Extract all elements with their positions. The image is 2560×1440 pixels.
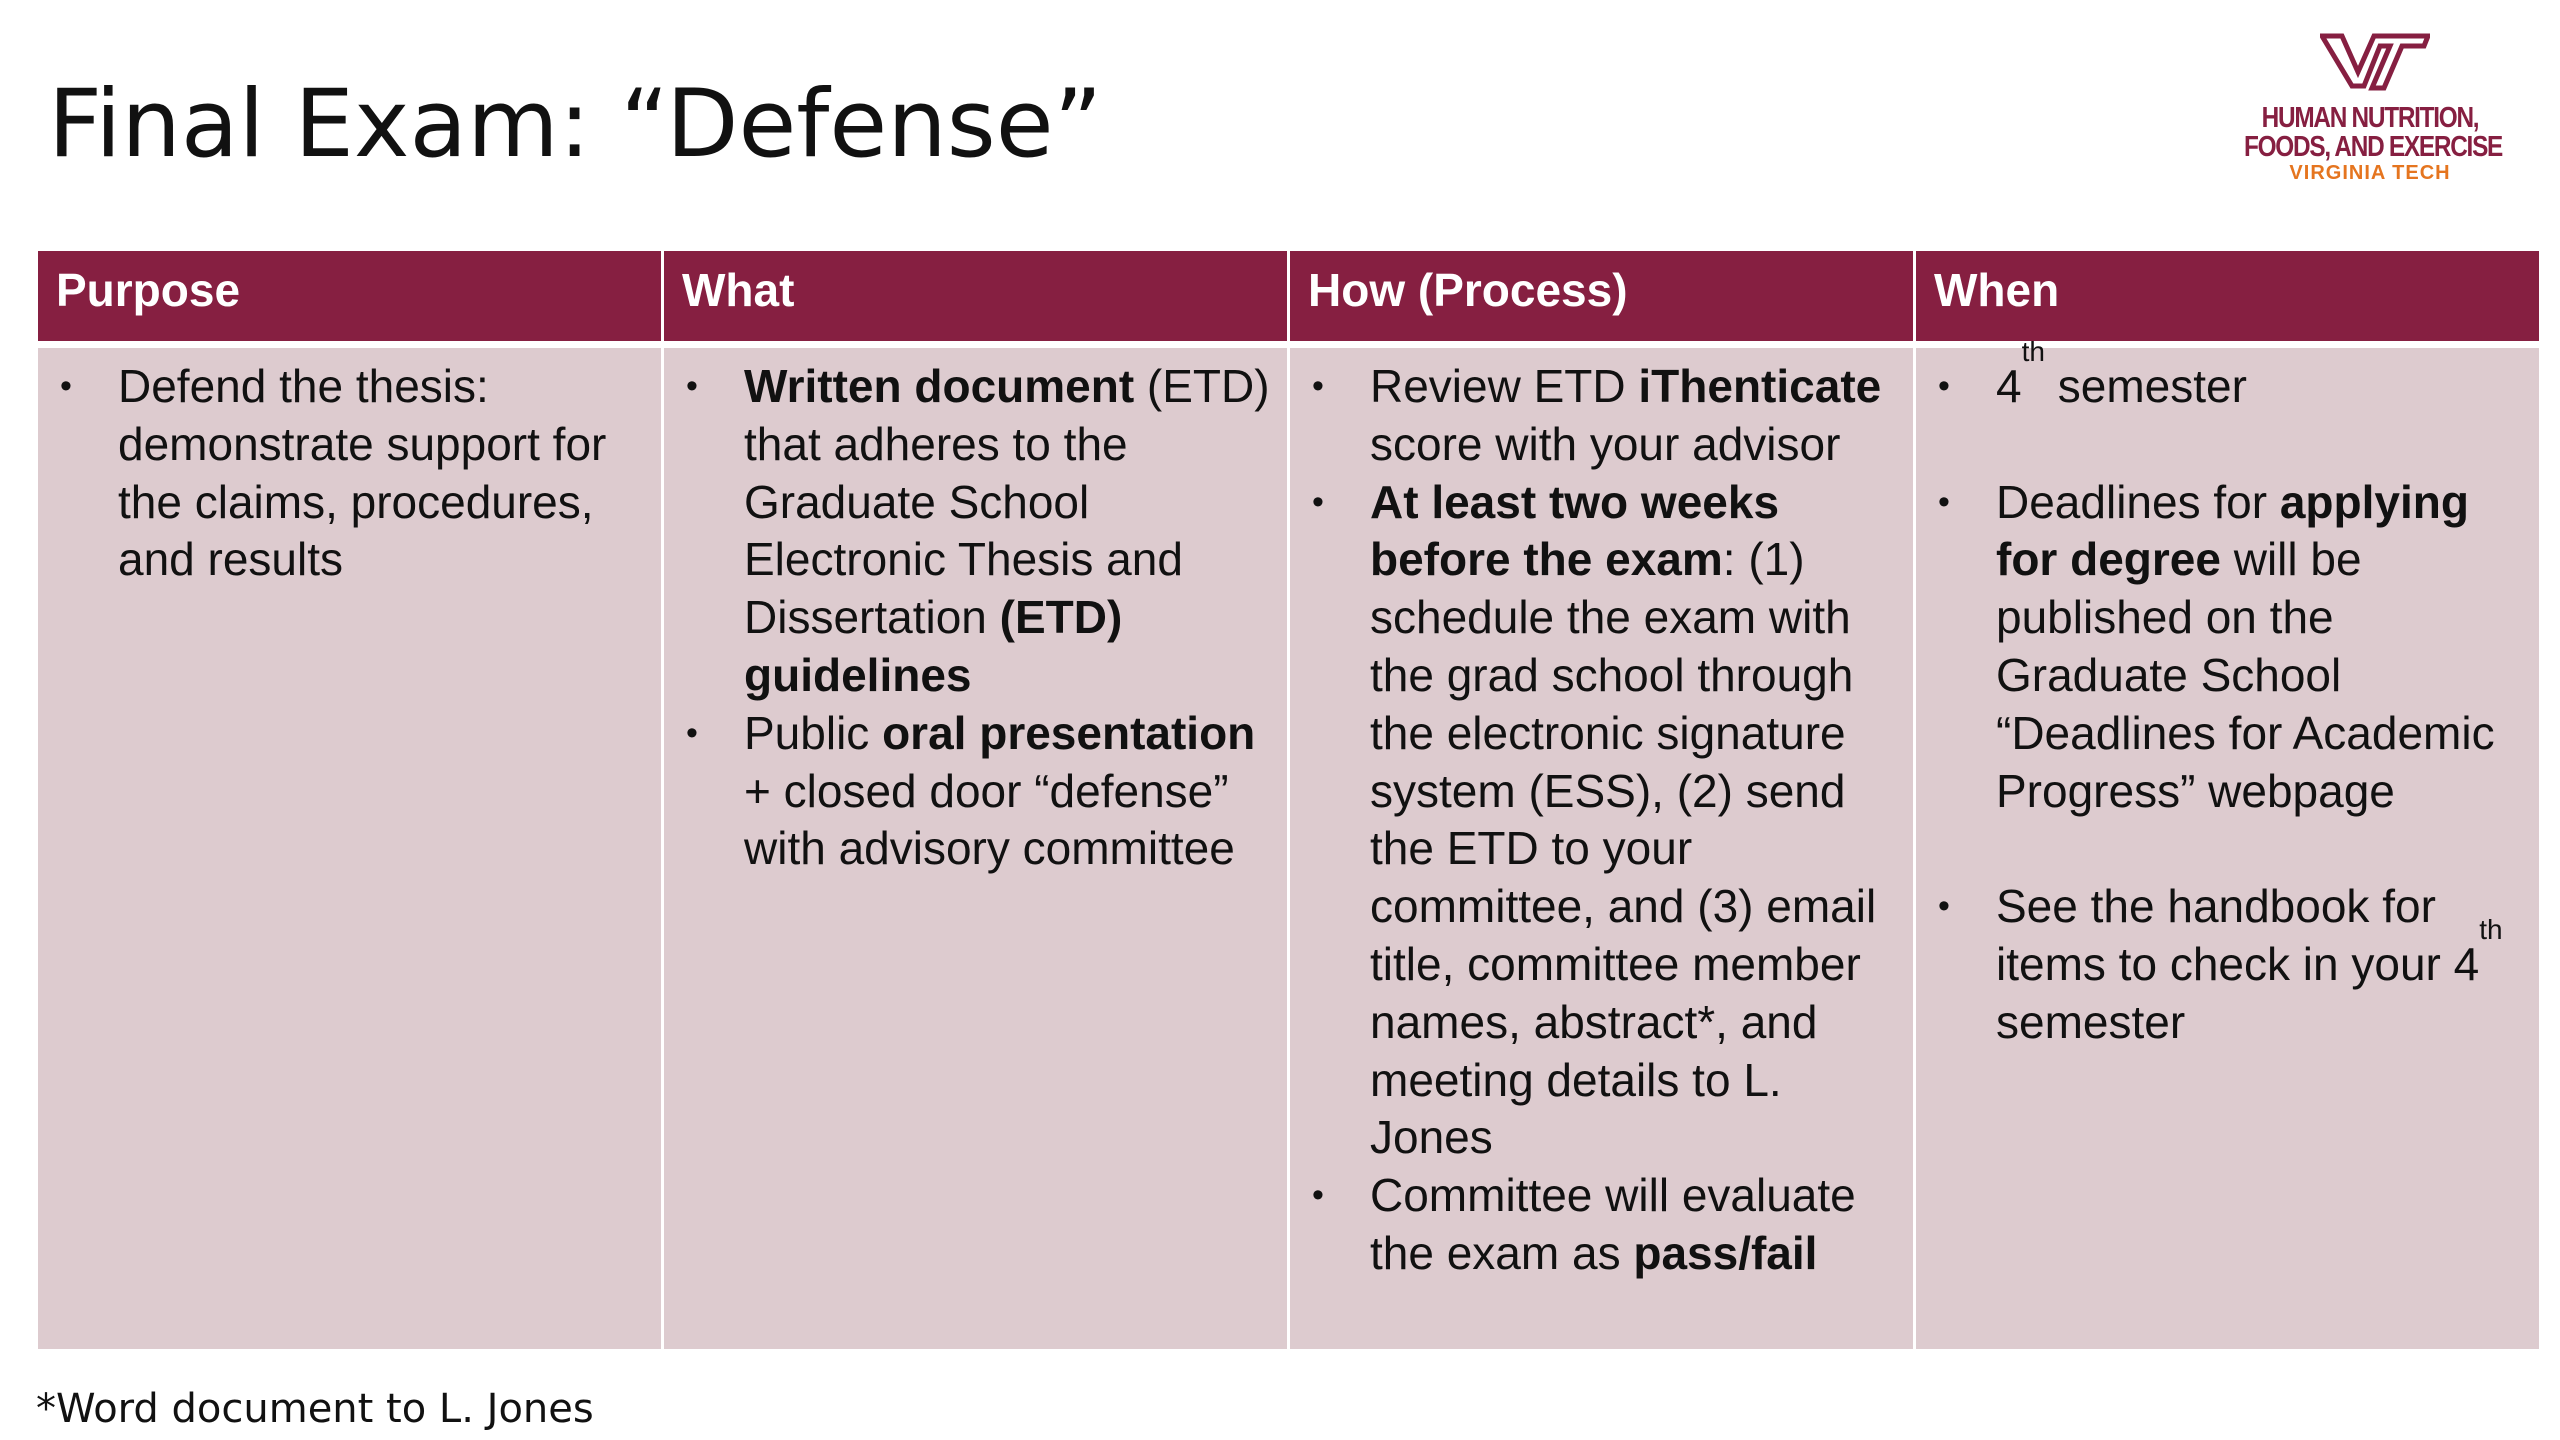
when-bullet-semester: • 4th semester — [1934, 358, 2529, 416]
what-bullet-oral-presentation: • Public oral presentation + closed door “defense” with advisory committee — [682, 705, 1277, 878]
what-bullet-written-document: • Written document (ETD) that adheres to the Graduate School Electronic Thesis and Dissertation (ETD) guidelines — [682, 358, 1277, 705]
vt-logo-icon — [2320, 32, 2430, 92]
how-bullet-two-weeks: • At least two weeks before the exam: (1) schedule the exam with the grad school through the electronic signature system (ESS), (2) send the ETD to your committee, and (3) email title, committee member names, abstract*, and meeting details to L. Jones — [1308, 474, 1903, 1168]
header-purpose: Purpose — [38, 251, 661, 341]
logo-department-line1: HUMAN NUTRITION, — [2261, 102, 2479, 134]
logo-university: VIRGINIA TECH — [2289, 162, 2451, 184]
slide-title: Final Exam: “Defense” — [48, 70, 1103, 179]
how-bullet-review-etd: • Review ETD iThenticate score with your advisor — [1308, 358, 1903, 474]
when-bullet-handbook: • See the handbook for items to check in your 4th semester — [1934, 878, 2529, 1051]
vt-hnfe-logo — [2220, 32, 2520, 192]
how-bullet-evaluate: • Committee will evaluate the exam as pass/fail — [1308, 1167, 1903, 1283]
logo-department-line2: FOODS, AND EXERCISE — [2244, 131, 2503, 163]
when-bullet-deadlines: • Deadlines for applying for degree will be published on the Graduate School “Deadlines for Academic Progress” webpage — [1934, 474, 2529, 821]
exam-info-table — [38, 251, 2534, 1349]
cell-purpose — [38, 348, 661, 1349]
header-how: How (Process) — [1290, 251, 1913, 341]
cell-when — [1916, 336, 2539, 1349]
cell-what — [664, 348, 1287, 1349]
header-what: What — [664, 251, 1287, 341]
footnote: *Word document to L. Jones — [36, 1386, 594, 1432]
purpose-bullet: • Defend the thesis: demonstrate support for the claims, procedures, and results — [56, 358, 651, 589]
header-when: When — [1916, 251, 2539, 341]
cell-how — [1290, 348, 1913, 1349]
